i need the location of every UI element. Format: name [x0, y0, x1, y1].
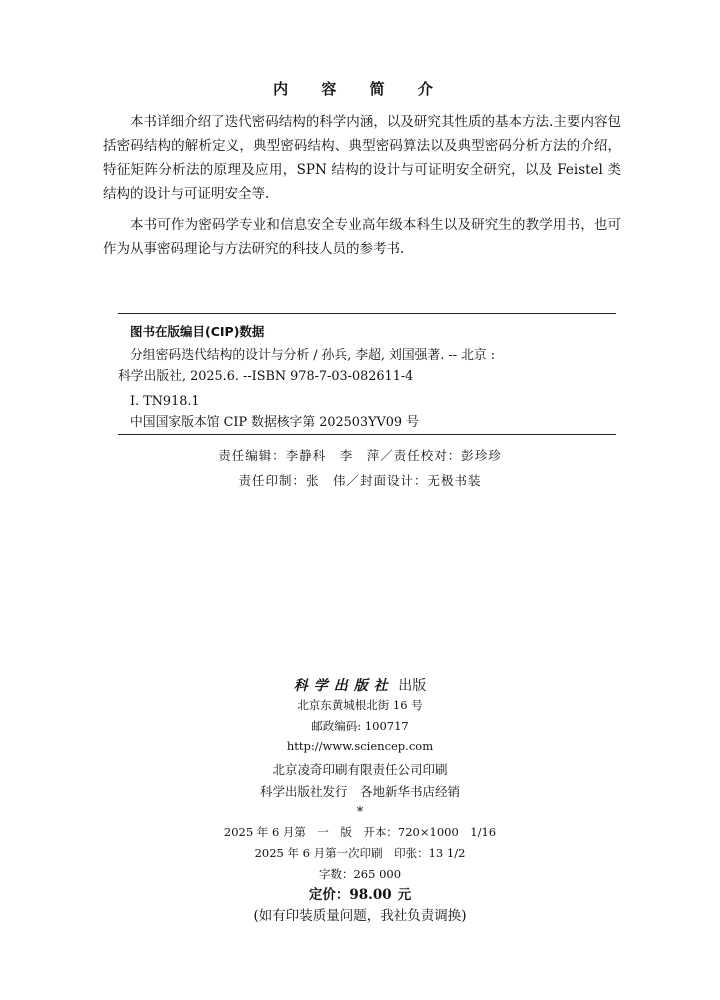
- distribution-info: 科学出版社发行 各地新华书店经销: [259, 784, 460, 799]
- publisher-zipcode: 邮政编码: 100717: [311, 719, 409, 733]
- price-unit: 元: [397, 887, 412, 903]
- intro-paragraph-2-text: 本书可作为密码学专业和信息安全专业高年级本科生以及研究生的教学用书，也可作为从事密码理论与方法研究的科技人员的参考书.: [103, 217, 621, 257]
- publisher-url: http://www.sciencep.com: [286, 739, 434, 753]
- cip-record-line-1: 分组密码迭代结构的设计与分析 / 孙兵, 李超, 刘国强著. -- 北京 :: [130, 348, 496, 363]
- price: [0, 883, 720, 903]
- cip-verification-number: 中国国家版本馆 CIP 数据核字第 202503YV09 号: [130, 415, 419, 430]
- quality-note: (如有印装质量问题，我社负责调换): [253, 908, 467, 924]
- cip-top-rule: [118, 313, 616, 314]
- publisher-address: 北京东黄城根北街 16 号: [297, 698, 423, 712]
- publisher-suffix: 出版: [398, 678, 427, 694]
- cip-record-line-2: 科学出版社, 2025.6. --ISBN 978-7-03-082611-4: [118, 369, 414, 384]
- price-label: 定价：: [308, 887, 350, 903]
- separator-star: *: [356, 805, 364, 820]
- cip-record: [118, 345, 620, 387]
- intro-paragraph-1-text: 本书详细介绍了迭代密码结构的科学内涵，以及研究其性质的基本方法.主要内容包括密码结构的解析定义，典型密码结构、典型密码算法以及典型密码分析方法的介绍，特征矩阵分析法的原理及应用，SPN 结构的设计与可证明安全研究，以及 Feistel 类结构的设计与可证明安全等.: [103, 114, 621, 202]
- cip-classification: I. TN918.1: [130, 394, 200, 409]
- editor-credits: 责任编辑：李静科 李 萍／责任校对：彭珍珍: [218, 448, 502, 463]
- printing-info: 2025 年 6 月第一次印刷 印张：13 1/2: [254, 846, 466, 860]
- intro-title: 内 容 简 介: [273, 80, 447, 98]
- publisher-logo-text: 科学出版社: [293, 678, 394, 694]
- publisher-name: [0, 675, 720, 695]
- price-value: 98.00: [349, 887, 392, 903]
- printer-info: 北京凌奇印刷有限责任公司印刷: [272, 762, 448, 777]
- intro-paragraph-1: [103, 110, 621, 206]
- cip-bottom-rule: [118, 434, 616, 435]
- word-count: 字数：265 000: [318, 867, 402, 881]
- cip-heading: 图书在版编目(CIP)数据: [130, 324, 265, 339]
- intro-paragraph-2: [103, 213, 621, 261]
- edition-info: 2025 年 6 月第 一 版 开本：720×1000 1/16: [223, 825, 497, 839]
- production-credits: 责任印制：张 伟／封面设计：无极书装: [238, 473, 482, 488]
